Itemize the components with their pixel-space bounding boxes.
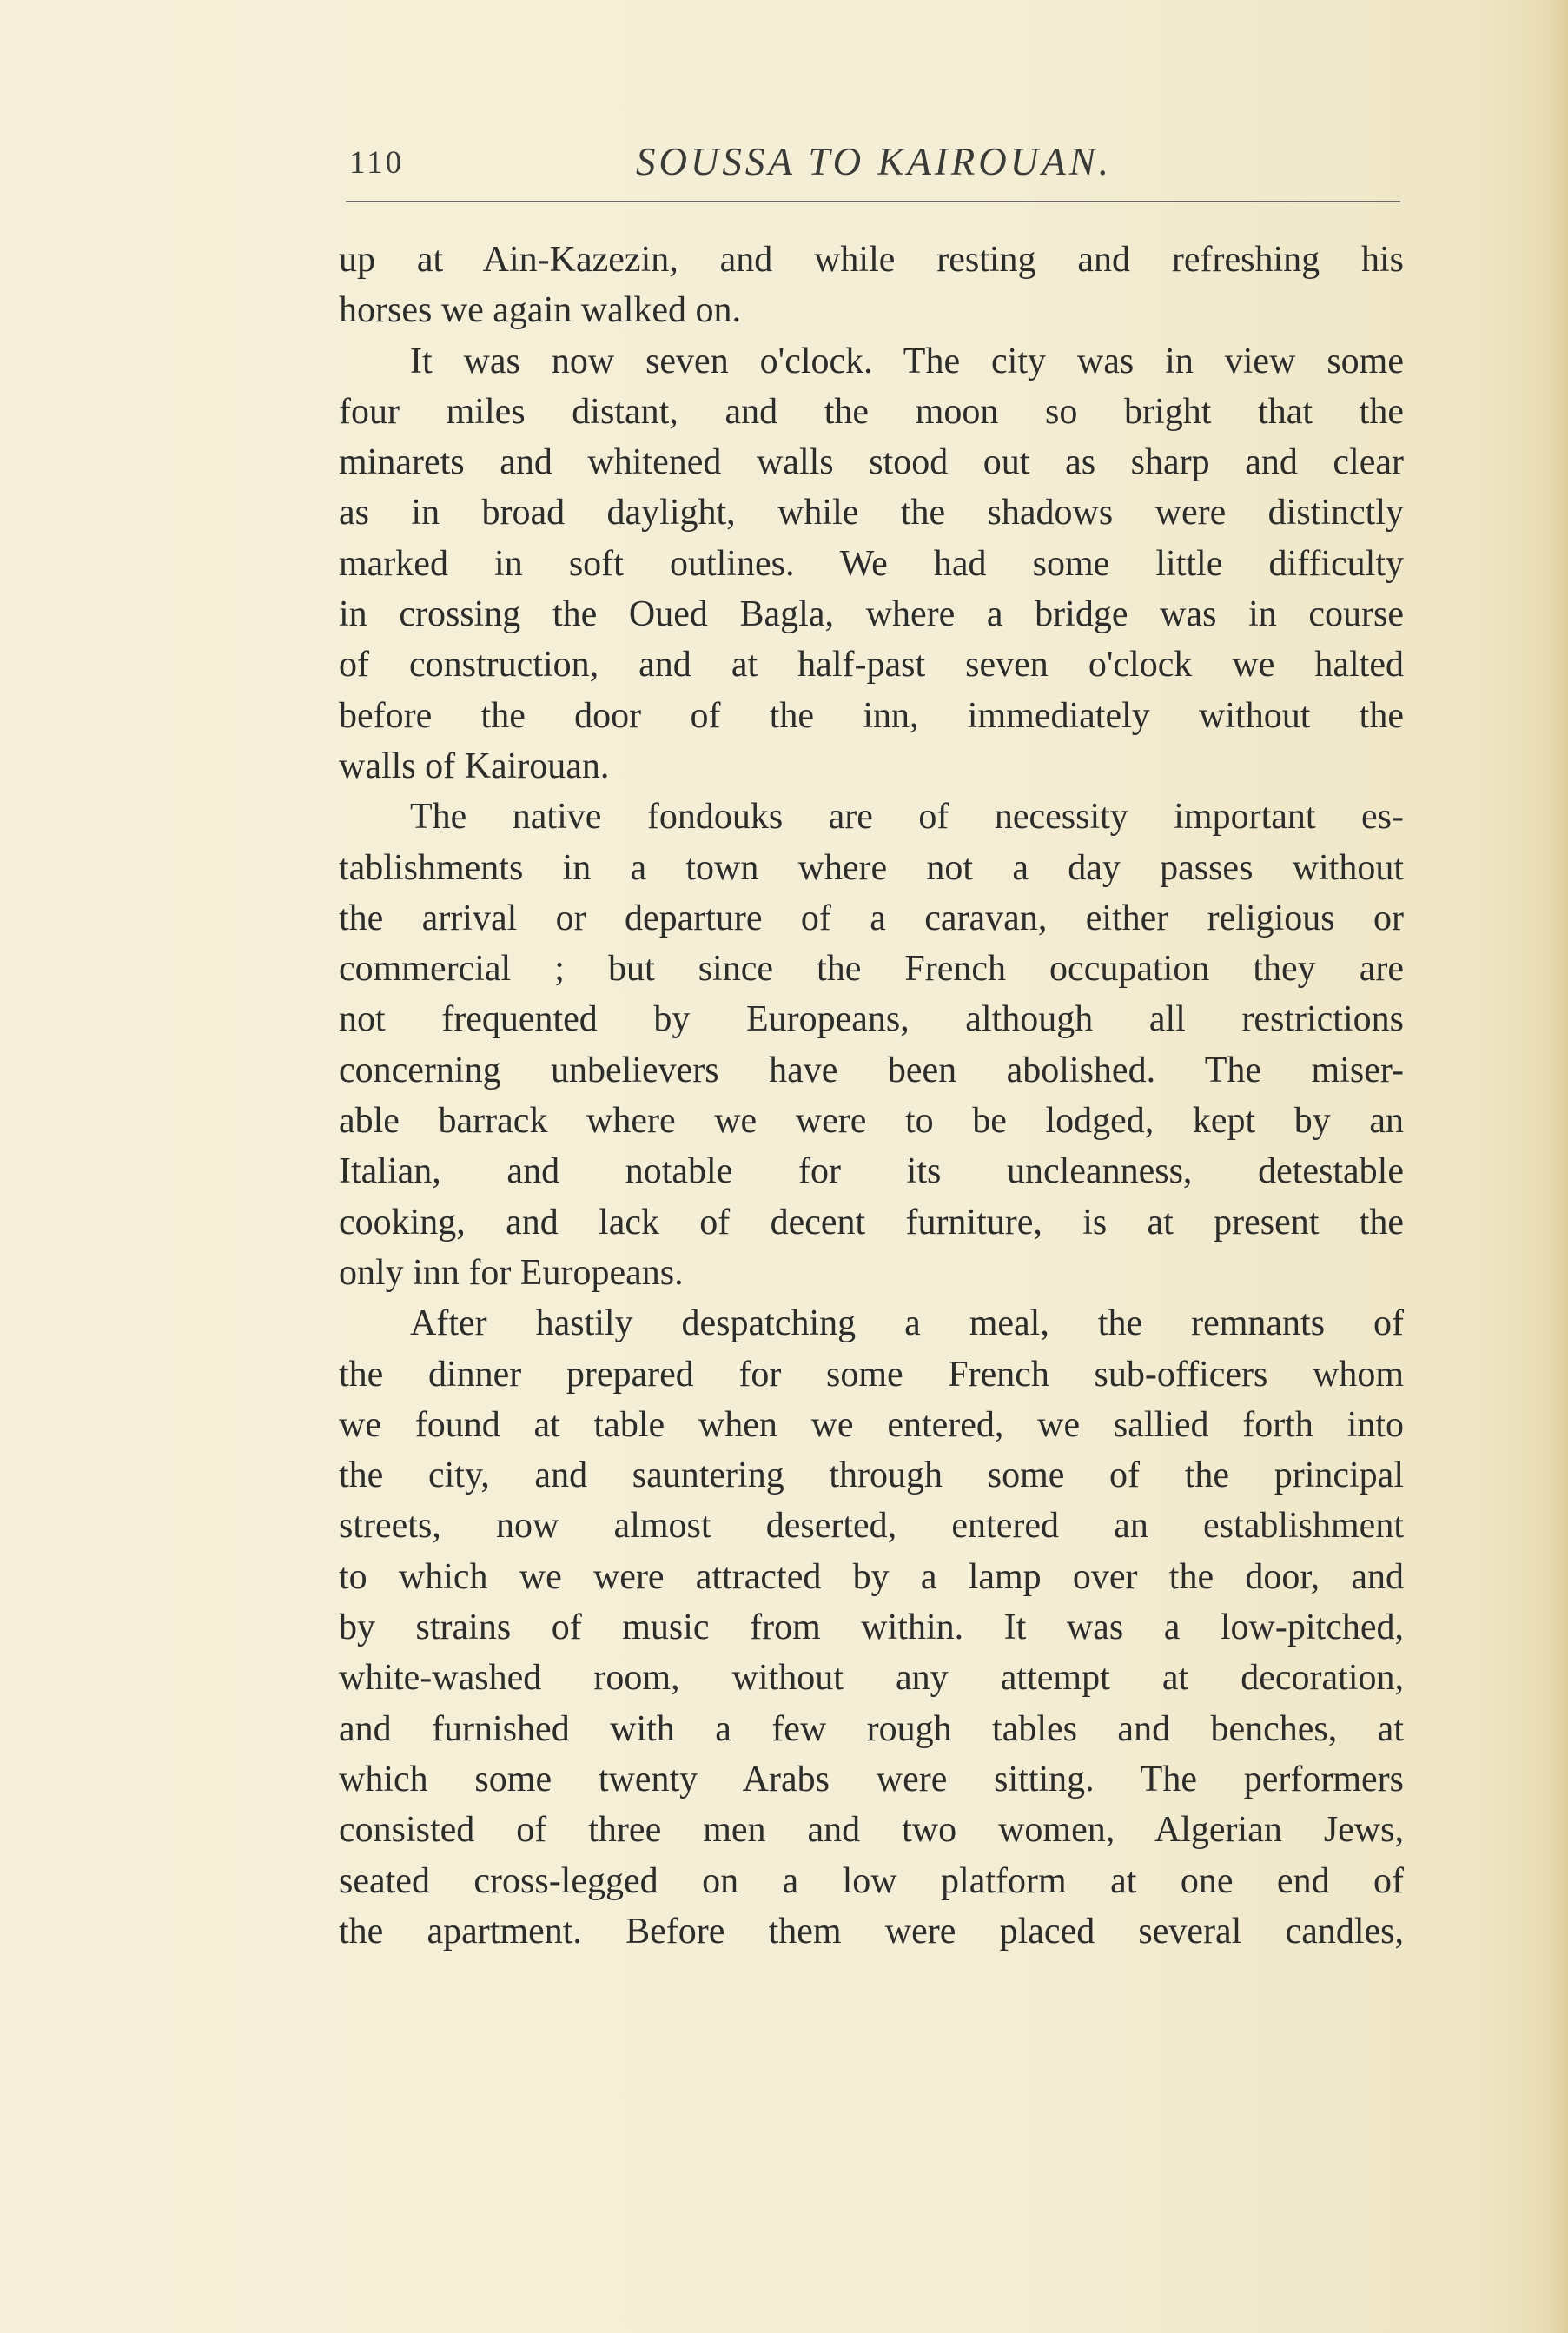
text-line: consisted of three men and two women, Algerian Jews, bbox=[339, 1810, 1404, 1851]
text-line: before the door of the inn, immediately without the bbox=[339, 695, 1404, 736]
text-line: The native fondouks are of necessity important es- bbox=[410, 797, 1404, 838]
text-line: the arrival or departure of a caravan, either religious or bbox=[339, 898, 1404, 938]
text-line: to which we were attracted by a lamp over the door, and bbox=[339, 1556, 1404, 1597]
text-line: walls of Kairouan. bbox=[339, 746, 610, 786]
running-head bbox=[347, 139, 1400, 191]
text-line: It was now seven o'clock. The city was in view some bbox=[410, 341, 1404, 381]
page-edge-shadow bbox=[1549, 0, 1568, 2333]
text-line: only inn for Europeans. bbox=[339, 1252, 684, 1293]
page-number: 110 bbox=[349, 145, 405, 181]
text-line: marked in soft outlines. We had some little difficulty bbox=[339, 543, 1404, 584]
text-line: Italian, and notable for its uncleanness, detestable bbox=[339, 1151, 1404, 1192]
text-line: able barrack where we were to be lodged, kept by an bbox=[339, 1101, 1404, 1142]
text-line: as in broad daylight, while the shadows were distinctly bbox=[339, 493, 1404, 534]
text-line: four miles distant, and the moon so bright that the bbox=[339, 391, 1404, 432]
text-line: of construction, and at half-past seven o'clock we halted bbox=[339, 645, 1404, 686]
text-line: up at Ain-Kazezin, and while resting and refreshing his bbox=[339, 240, 1404, 280]
text-line: the city, and sauntering through some of the principal bbox=[339, 1455, 1404, 1496]
text-line: streets, now almost deserted, entered an establishment bbox=[339, 1506, 1404, 1547]
text-line: seated cross-legged on a low platform at one end of bbox=[339, 1860, 1404, 1901]
text-line: cooking, and lack of decent furniture, is at present the bbox=[339, 1202, 1404, 1243]
header-rule bbox=[346, 201, 1400, 202]
text-line: the dinner prepared for some French sub-officers whom bbox=[339, 1354, 1404, 1395]
text-line: not frequented by Europeans, although all restrictions bbox=[339, 999, 1404, 1040]
text-line: by strains of music from within. It was a low-pitched, bbox=[339, 1607, 1404, 1648]
text-line: horses we again walked on. bbox=[339, 290, 742, 331]
text-line: tablishments in a town where not a day passes without bbox=[339, 847, 1404, 888]
text-line: the apartment. Before them were placed several candles, bbox=[339, 1911, 1404, 1952]
body-text bbox=[339, 235, 1404, 1957]
text-line: which some twenty Arabs were sitting. The performers bbox=[339, 1759, 1404, 1799]
chapter-title: SOUSSA TO KAIROUAN. bbox=[635, 140, 1113, 183]
text-line: commercial ; but since the French occupation they are bbox=[339, 949, 1404, 990]
text-line: and furnished with a few rough tables and benches, at bbox=[339, 1708, 1404, 1749]
text-line: minarets and whitened walls stood out as sharp and clear bbox=[339, 442, 1404, 483]
text-line: After hastily despatching a meal, the remnants of bbox=[410, 1303, 1404, 1344]
text-line: in crossing the Oued Bagla, where a bridge was in course bbox=[339, 594, 1404, 635]
text-line: white-washed room, without any attempt at decoration, bbox=[339, 1658, 1404, 1699]
text-line: we found at table when we entered, we sallied forth into bbox=[339, 1404, 1404, 1445]
text-line: concerning unbelievers have been abolished. The miser- bbox=[339, 1050, 1404, 1090]
